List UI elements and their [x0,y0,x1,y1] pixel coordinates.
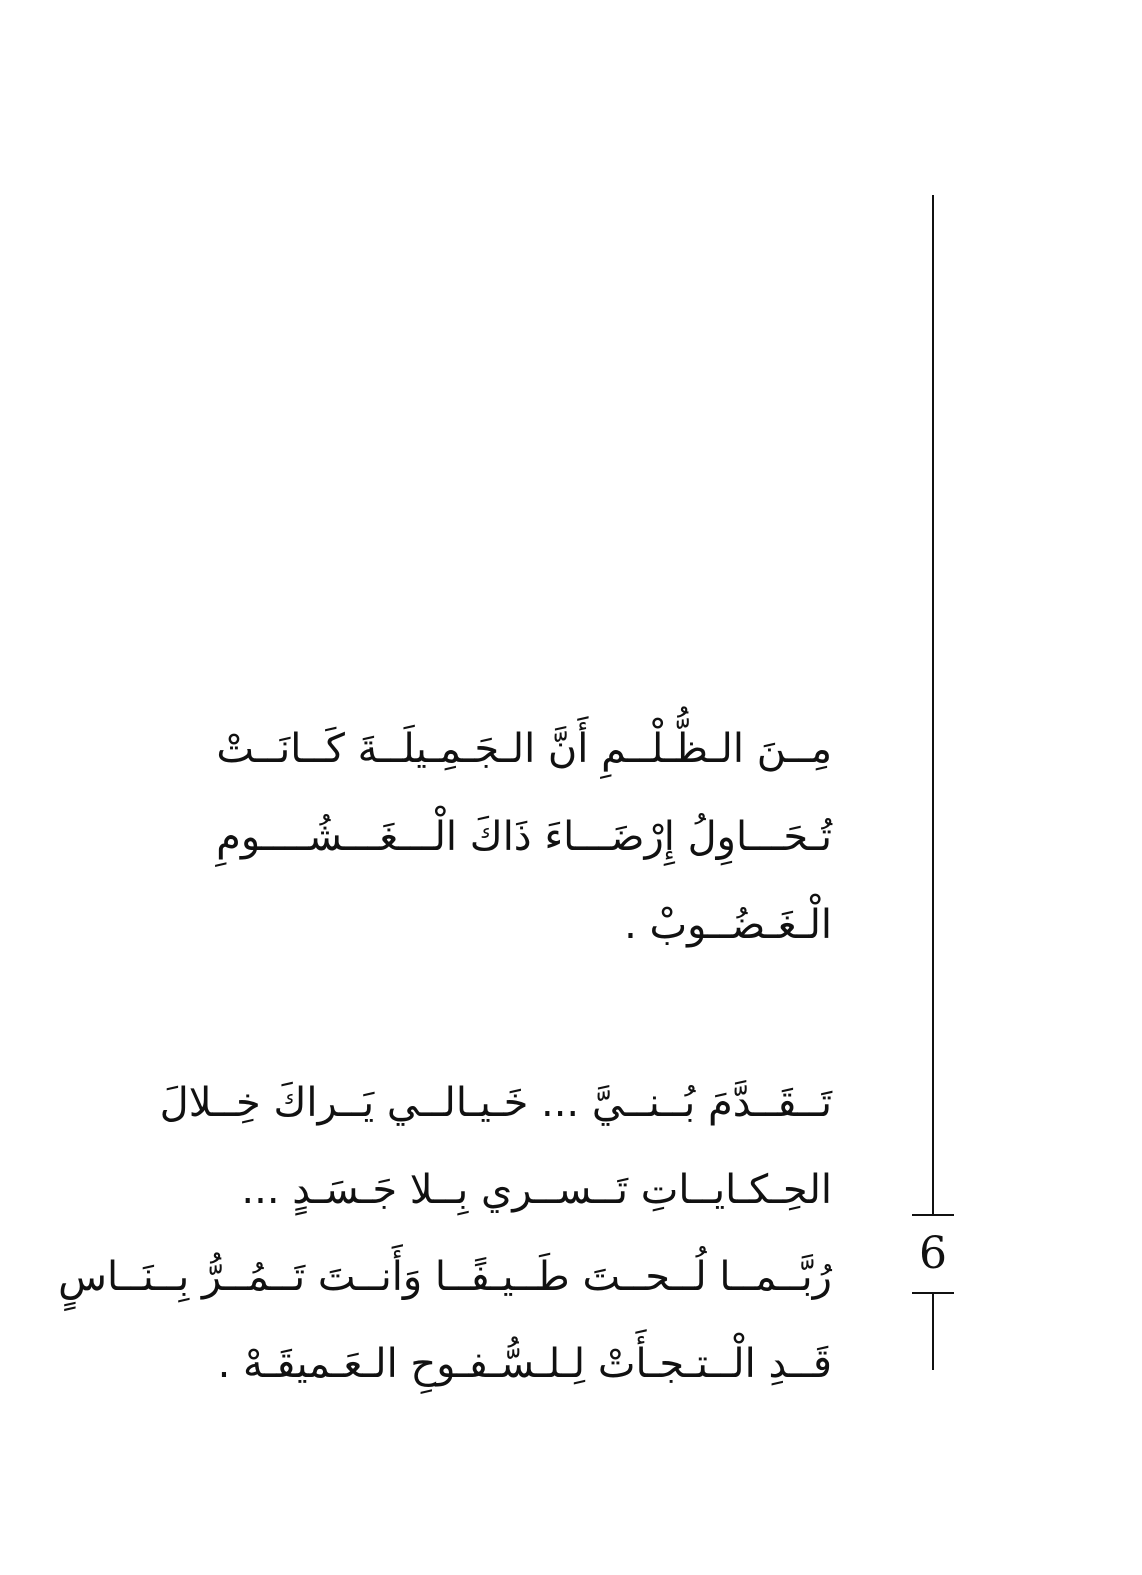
poem-line: رُبَّــمــا لُــحــتَ طَــيـفًــا وَأَنــتَ تَــمُــرُّ بِــنَــاسٍ [58,1254,832,1300]
stanza-1 [192,705,832,969]
poem-line: تُـحَـــاوِلُ إِرْضَـــاءَ ذَاكَ الْـــغَـــشُــــومِ [216,814,832,860]
page-number: 6 [919,1228,947,1279]
poem-line: الْـغَـضُــوبْ . [624,902,832,948]
poem-line: مِــنَ الـظُّـلْــمِ أَنَّ الـجَـمِـيلَــةَ كَــانَــتْ [216,726,832,772]
poem-line: قَــدِ الْــتـجـأَتْ لِـلـسُّـفـوحِ الـعَـميقَـهْ . [217,1341,832,1387]
poem-line: تَــقَــدَّمَ بُــنــيَّ ... خَـيـالــي يَــراكَ خِــلالَ [159,1080,832,1126]
margin-rule-lower [932,1292,934,1370]
poem-line: الحِـكـايــاتِ تَــســري بِــلا جَـسَـدٍ ... [241,1167,832,1213]
page-number-top-tick [912,1214,954,1216]
stanza-2 [58,1060,832,1408]
margin-rule-upper [932,195,934,1215]
